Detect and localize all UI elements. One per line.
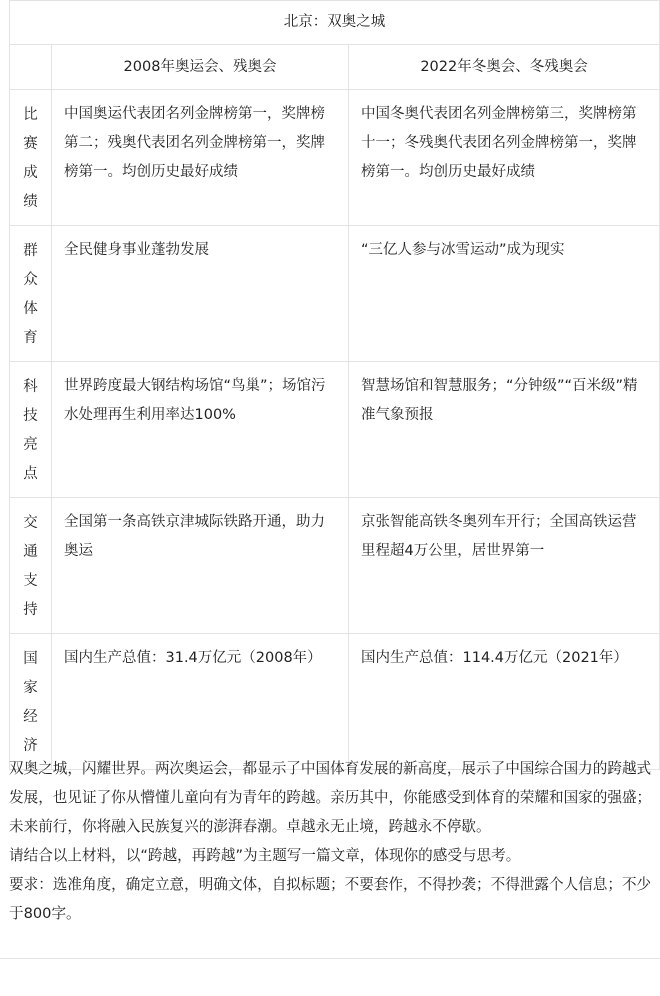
row-label-char: 持 xyxy=(23,602,38,618)
row-label-char: 比 xyxy=(23,107,38,123)
row-label-mass-sports xyxy=(10,226,52,362)
row-label-char: 家 xyxy=(23,680,38,696)
table-row xyxy=(10,226,660,362)
table-row xyxy=(10,90,660,226)
row-label-tech-highlights xyxy=(10,362,52,498)
cell-2022-competition-results: 中国冬奥代表团名列金牌榜第三，奖牌榜第十一；冬残奥代表团名列金牌榜第一，奖牌榜第一。均创历史最好成绩 xyxy=(349,90,660,226)
essay-requirements-paragraph: 要求：选准角度，确定立意，明确文体，自拟标题；不要套作，不得抄袭；不得泄露个人信息；不少于800字。 xyxy=(9,876,652,922)
row-label-char: 科 xyxy=(23,379,38,395)
bottom-divider xyxy=(0,958,660,959)
cell-2022-transport-support: 京张智能高铁冬奥列车开行；全国高铁运营里程超4万公里，居世界第一 xyxy=(349,498,660,634)
cell-2008-mass-sports: 全民健身事业蓬勃发展 xyxy=(52,226,349,362)
essay-task-paragraph: 请结合以上材料，以“跨越，再跨越”为主题写一篇文章，体现你的感受与思考。 xyxy=(9,847,521,864)
row-label-char: 赛 xyxy=(23,136,38,152)
row-label-char: 育 xyxy=(23,330,38,346)
cell-2022-mass-sports: “三亿人参与冰雪运动”成为现实 xyxy=(349,226,660,362)
row-label-char: 亮 xyxy=(23,437,38,453)
row-label-char: 绩 xyxy=(23,194,38,210)
header-blank-cell xyxy=(10,45,52,90)
table-title: 北京：双奥之城 xyxy=(10,1,660,45)
row-label-competition-results xyxy=(10,90,52,226)
row-label-char: 支 xyxy=(23,573,38,589)
table-row xyxy=(10,498,660,634)
row-label-char: 点 xyxy=(23,466,38,482)
cell-2022-national-economy: 国内生产总值：114.4万亿元（2021年） xyxy=(349,634,660,770)
row-label-char: 经 xyxy=(23,709,38,725)
table-title-row xyxy=(10,1,660,45)
cell-2008-transport-support: 全国第一条高铁京津城际铁路开通，助力奥运 xyxy=(52,498,349,634)
cell-2008-tech-highlights: 世界跨度最大钢结构场馆“鸟巢”；场馆污水处理再生利用率达100% xyxy=(52,362,349,498)
row-label-char: 通 xyxy=(23,544,38,560)
header-2022: 2022年冬奥会、冬残奥会 xyxy=(349,45,660,90)
row-label-char: 济 xyxy=(23,738,38,754)
row-label-char: 技 xyxy=(23,408,38,424)
essay-intro-paragraph: 双奥之城，闪耀世界。两次奥运会，都显示了中国体育发展的新高度，展示了中国综合国力的跨越式发展，也见证了你从懵懂儿童向有为青年的跨越。亲历其中，你能感受到体育的荣耀和国家的强盛；未来前行，你将融入民族复兴的澎湃春潮。卓越永无止境，跨越永不停歇。 xyxy=(9,760,652,835)
row-label-char: 群 xyxy=(23,243,38,259)
cell-2008-competition-results: 中国奥运代表团名列金牌榜第一，奖牌榜第二；残奥代表团名列金牌榜第一，奖牌榜第一。均创历史最好成绩 xyxy=(52,90,349,226)
row-label-char: 体 xyxy=(23,301,38,317)
row-label-char: 成 xyxy=(23,165,38,181)
comparison-table-wrapper xyxy=(9,0,659,770)
olympics-comparison-table xyxy=(9,0,660,770)
row-label-char: 交 xyxy=(23,515,38,531)
row-label-char: 国 xyxy=(23,651,38,667)
table-row xyxy=(10,362,660,498)
cell-2022-tech-highlights: 智慧场馆和智慧服务；“分钟级”“百米级”精准气象预报 xyxy=(349,362,660,498)
row-label-transport-support xyxy=(10,498,52,634)
row-label-char: 众 xyxy=(23,272,38,288)
essay-prompt xyxy=(9,754,657,928)
row-label-national-economy xyxy=(10,634,52,770)
header-2008: 2008年奥运会、残奥会 xyxy=(52,45,349,90)
table-row xyxy=(10,634,660,770)
cell-2008-national-economy: 国内生产总值：31.4万亿元（2008年） xyxy=(52,634,349,770)
table-header-row xyxy=(10,45,660,90)
